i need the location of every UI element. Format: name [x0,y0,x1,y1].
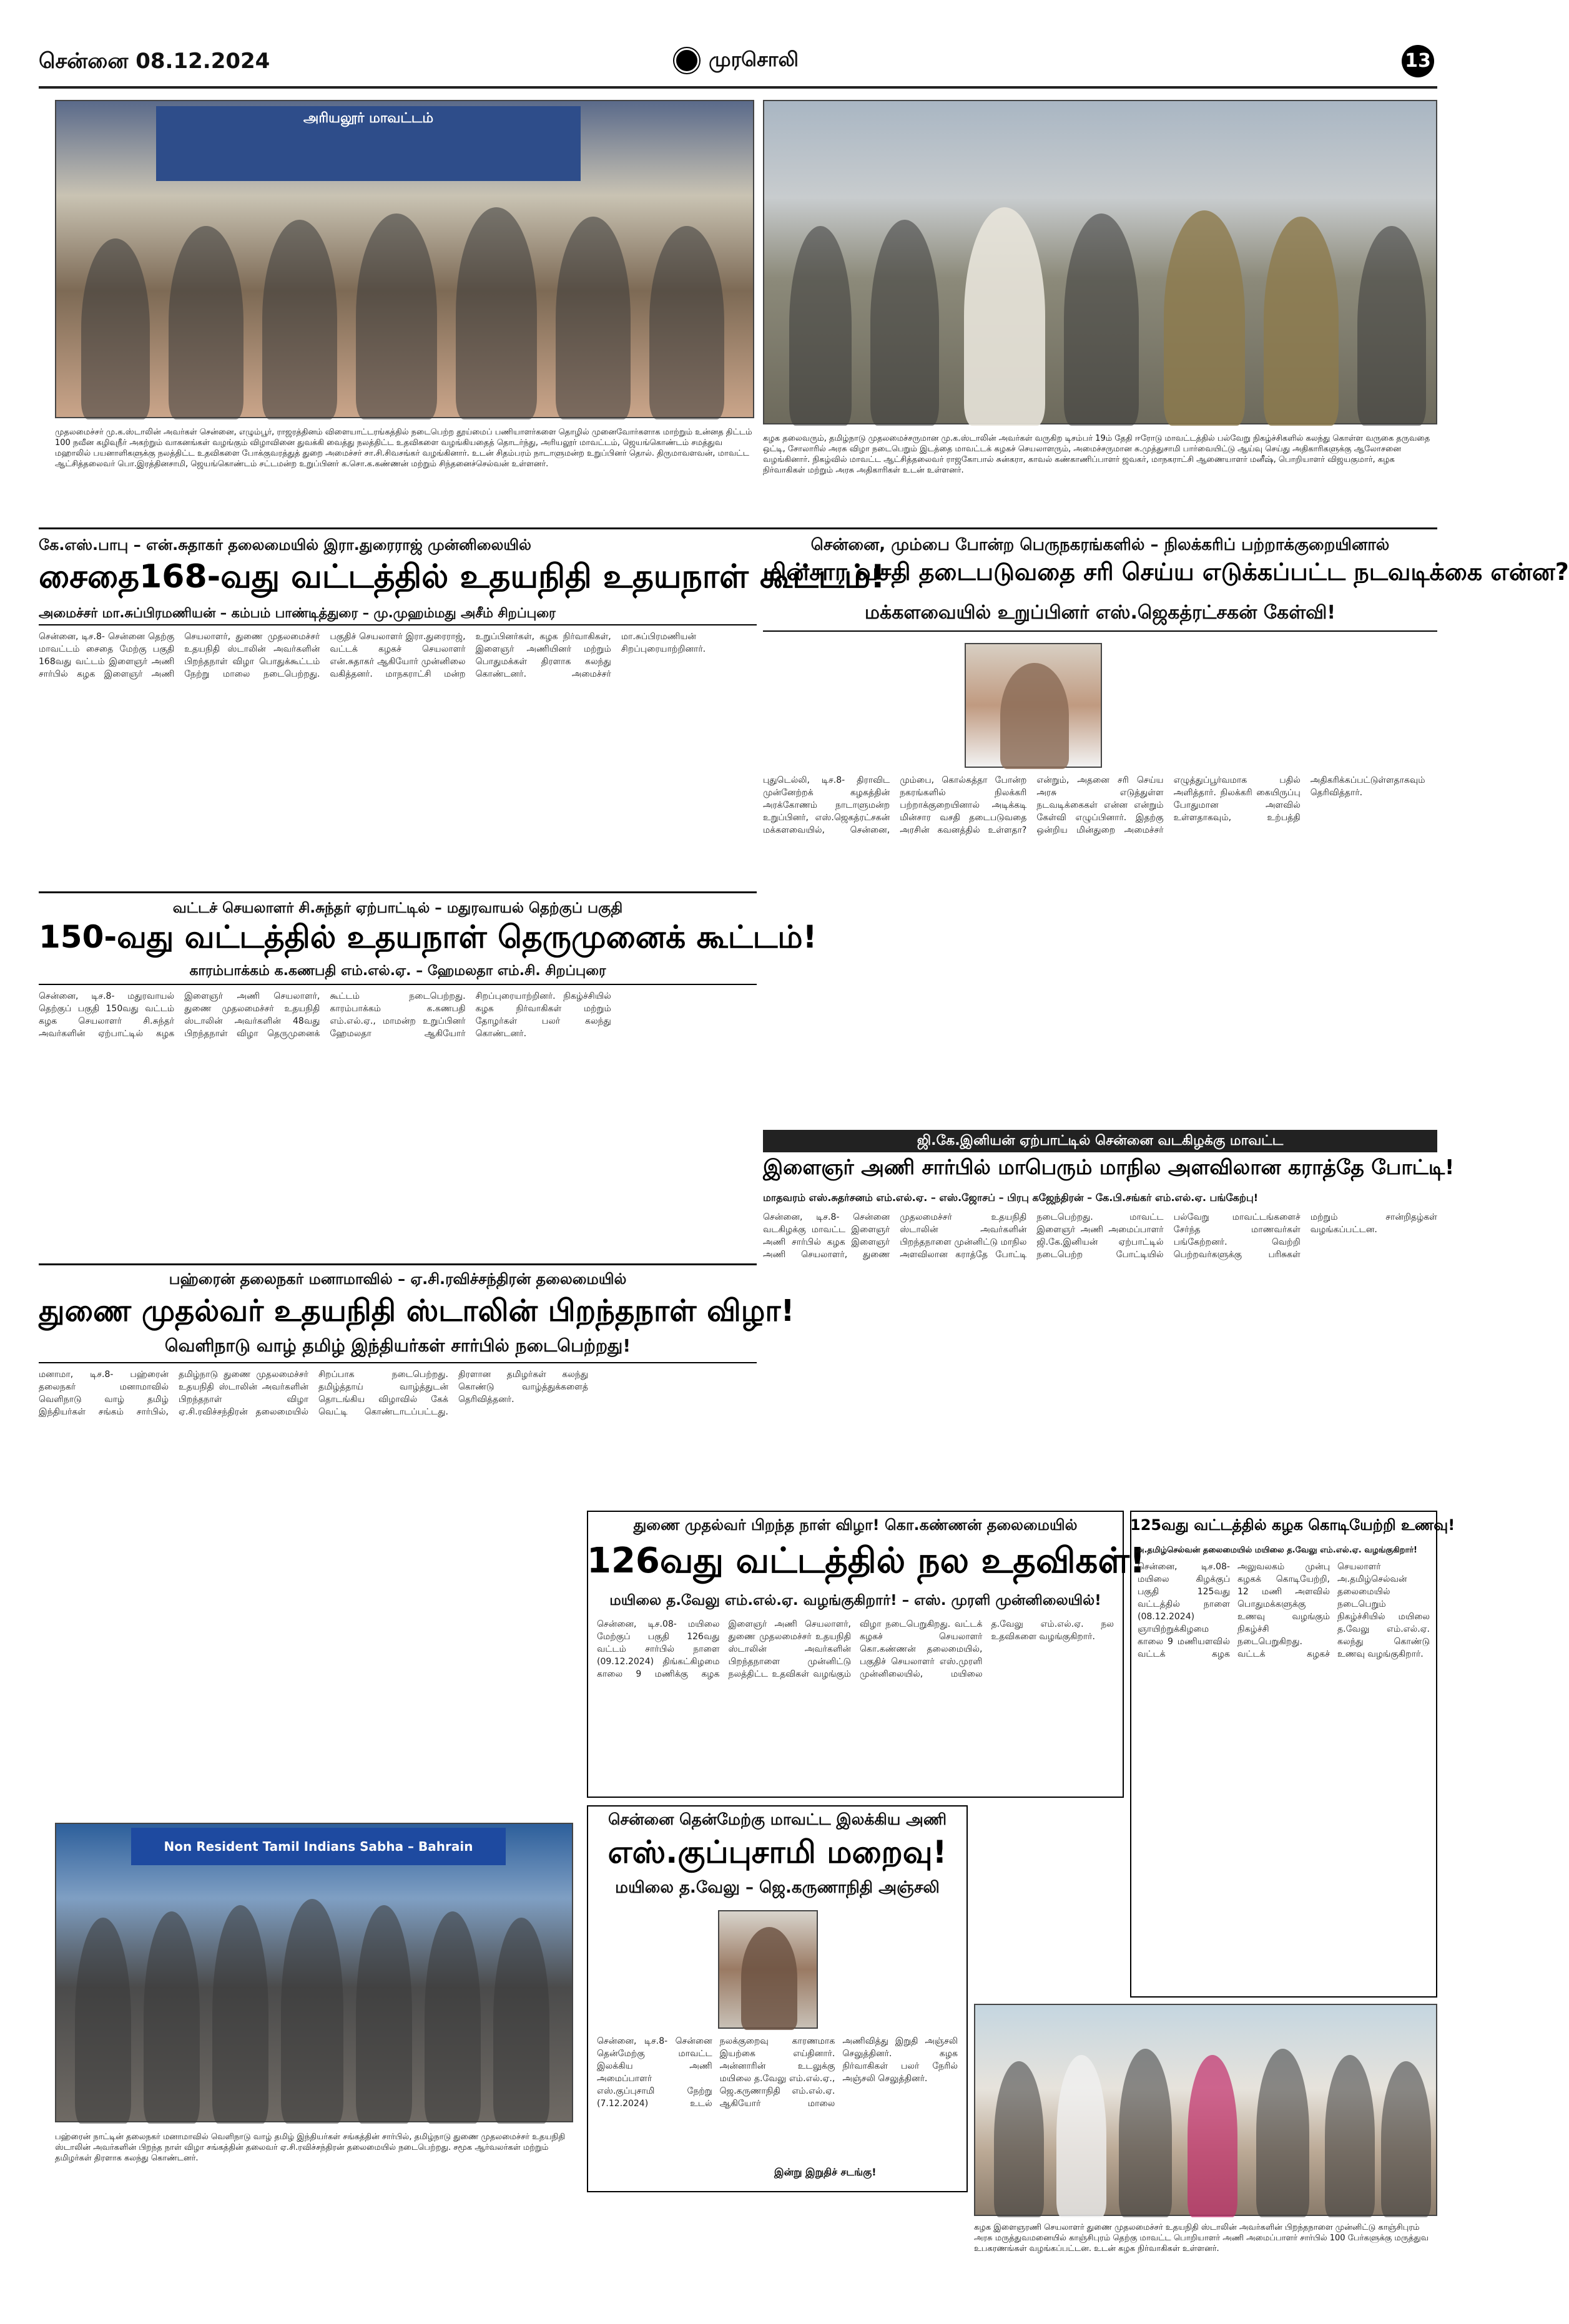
story2-kicker: வட்டச் செயலாளர் சி.சுந்தர் ஏற்பாட்டில் – மதுரவாயல் தெற்குப் பகுதி [172,900,623,916]
story6-body: சென்னை, டிச.08- மயிலை மேற்குப் பகுதி 126வது வட்டம் சார்பில் நாளை (09.12.2024) திங்கட்கிழமை காலை 9 மணிக்கு கழக இளைஞர் அணி செயலாளர், துணை முதலமைச்சர் உதயநிதி ஸ்டாலின் அவர்களின் பிறந்தநாளை முன்னிட்டு நலத்திட்ட உதவிகள் வழங்கும் விழா நடைபெறுகிறது. வட்டக் கழகச் செயலாளர் கொ.கண்ணன் தலைமையில், பகுதிச் செயலாளர் எஸ்.முரளி முன்னிலையில், மயிலை த.வேலு எம்.எல்.ஏ. நல உதவிகளை வழங்குகிறார். [597,1619,1114,1679]
bahrain-banner [131,1828,506,1865]
story5-headline: இளைஞர் அணி சார்பில் மாபெரும் மாநில அளவிலான கராத்தே போட்டி! [763,1155,1455,1179]
paper-name: முரசொலி [709,47,799,71]
bahrain-banner-text: Non Resident Tamil Indians Sabha – Bahrain [164,1839,473,1854]
story7-note: இன்று இறுதிச் சடங்கு! [774,2166,877,2178]
photo-jagathrakshakan [965,643,1102,768]
story3-sub: வெளிநாடு வாழ் தமிழ் இந்தியர்கள் சார்பில் நடைபெற்றது! [164,1335,631,1356]
story5-kicker: ஜி.கே.இனியன் ஏற்பாட்டில் சென்னை வடகிழக்கு மாவட்ட [917,1133,1284,1149]
divider [39,984,757,985]
story3-kicker: பஹ்ரைன் தலைநகர் மனாமாவில் – ஏ.சி.ரவிச்சந்திரன் தலைமையில் [169,1270,627,1288]
story7-headline: எஸ்.குப்புசாமி மறைவு! [607,1834,947,1870]
story1-kicker: கே.எஸ்.பாபு – என்.சுதாகர் தலைமையில் இரா.துரைராஜ் முன்னிலையில் [39,536,531,554]
story4-sub: மக்களவையில் உறுப்பினர் எஸ்.ஜெகத்ரட்சகன் கேள்வி! [864,602,1336,624]
masthead-rule [39,86,1437,89]
photo-kuppusamy [718,1910,818,2029]
photo1-caption: முதலமைச்சர் மு.க.ஸ்டாலின் அவர்கள் சென்னை, எழும்பூர், ராஜரத்தினம் விளையாட்டரங்கத்தில் நடைபெற்ற தூய்மைப் பணியாளர்களை தொழில் முனைவோர்களாக மாற்றும் உன்னத திட்டம் 100 நவீன கழிவுநீர் அகற்றும் வாகனங்கள் வழங்கும் விழாவினை துவக்கி வைத்து நலத்திட்ட உதவிகளை வழங்கியதைத் தொடர்ந்து, அரியலூர் மாவட்டம், ஜெயங்கொண்டம் சமத்துவ மஹாலில் பயனாளிகளுக்கு நலத்திட்ட உதவிகளை போக்குவரத்துத் துறை அமைச்சர் சா.சி.சிவசங்கர் வழங்கினார். உடன் சிதம்பரம் நாடாளுமன்ற உறுப்பினர் தொல். திருமாவளவன், மாவட்ட ஆட்சித்தலைவர் பொ.இரத்தினசாமி, ஜெயங்கொண்டம் சட்டமன்ற உறுப்பினர் க.சொ.க.கண்ணன் மற்றும் சிந்தனைச்செல்வன் உள்ளனர். [55,428,752,469]
story2-body: சென்னை, டிச.8- மதுரவாயல் தெற்குப் பகுதி 150வது வட்டம் கழக செயலாளர் சி.சுந்தர் அவர்களின் ஏற்பாட்டில் கழக இளைஞர் அணி செயலாளர், துணை முதலமைச்சர் உதயநிதி ஸ்டாலின் அவர்களின் 48வது பிறந்தநாள் விழா தெருமுனைக் கூட்டம் நடைபெற்றது. காரம்பாக்கம் க.கணபதி எம்.எல்.ஏ., மாமன்ற உறுப்பினர் ஹேமலதா ஆகியோர் சிறப்புரையாற்றினர். நிகழ்ச்சியில் கழக நிர்வாகிகள் மற்றும் தோழர்கள் பலர் கலந்து கொண்டனர். [39,991,611,1039]
story8-headline: 125வது வட்டத்தில் கழக கொடியேற்றி உணவு! [1130,1516,1455,1534]
masthead-date: சென்னை 08.12.2024 [39,49,270,74]
story1-body: சென்னை, டிச.8- சென்னை தெற்கு மாவட்டம் சைதை மேற்கு பகுதி 168வது வட்டம் இளைஞர் அணி சார்பில் கழக இளைஞர் அணி செயலாளர், துணை முதலமைச்சர் உதயநிதி ஸ்டாலின் அவர்களின் பிறந்தநாள் விழா பொதுக்கூட்டம் நேற்று மாலை நடைபெற்றது. பகுதிச் செயலாளர் இரா.துரைராஜ், வட்டக் கழகச் செயலாளர் என்.சுதாகர் ஆகியோர் முன்னிலை வகித்தனர். மாநகராட்சி மன்ற உறுப்பினர்கள், கழக நிர்வாகிகள், இளைஞர் அணியினர் மற்றும் பொதுமக்கள் திரளாக கலந்து கொண்டனர். அமைச்சர் மா.சுப்பிரமணியன் சிறப்புரையாற்றினார். [39,632,706,679]
story4-body: புதுடெல்லி, டிச.8- திராவிட முன்னேற்றக் கழகத்தின் அரக்கோணம் நாடாளுமன்ற உறுப்பினர், எஸ்.ஜெகத்ரட்சகன் மக்களவையில், சென்னை, மும்பை, கொல்கத்தா போன்ற நகரங்களில் நிலக்கரி பற்றாக்குறையினால் அடிக்கடி மின்சார வசதி தடைபடுவதை அரசின் கவனத்தில் உள்ளதா? என்றும், அதனை சரி செய்ய அரசு எடுத்துள்ள நடவடிக்கைகள் என்ன என்றும் கேள்வி எழுப்பினார். இதற்கு ஒன்றிய மின்துறை அமைச்சர் எழுத்துப்பூர்வமாக பதில் அளித்தார். நிலக்கரி கையிருப்பு போதுமான அளவில் உள்ளதாகவும், உற்பத்தி அதிகரிக்கப்பட்டுள்ளதாகவும் தெரிவித்தார். [763,775,1425,835]
divider [39,527,1437,529]
divider [39,891,757,893]
event-banner [156,106,581,181]
story3-headline: துணை முதல்வர் உதயநிதி ஸ்டாலின் பிறந்தநாள் விழா! [39,1293,795,1328]
story2-sub: காரம்பாக்கம் க.கணபதி எம்.எல்.ஏ. – ஹேமலதா எம்.சி. சிறப்புரை [189,963,606,979]
photo-bahrain-event [55,1823,573,2122]
story7-sub: மயிலை த.வேலு – ஜெ.கருணாநிதி அஞ்சலி [615,1878,940,1897]
page-number-text: 13 [1405,50,1431,72]
story1-headline: சைதை168-வது வட்டத்தில் உதயநிதி உதயநாள் கூட்டம்! [39,558,885,596]
masthead-logo [674,47,874,72]
story7-body: சென்னை, டிச.8- சென்னை தென்மேற்கு மாவட்ட இலக்கிய அணி அமைப்பாளர் எஸ்.குப்புசாமி நேற்று (7.12.2024) உடல் நலக்குறைவு காரணமாக இயற்கை எய்தினார். அன்னாரின் உடலுக்கு மயிலை த.வேலு எம்.எல்.ஏ., ஜெ.கருணாநிதி எம்.எல்.ஏ. ஆகியோர் மாலை அணிவித்து இறுதி அஞ்சலி செலுத்தினர். கழக நிர்வாகிகள் பலர் நேரில் அஞ்சலி செலுத்தினர். [597,2036,958,2109]
story8-sub: அ.தமிழ்செல்வன் தலைமையில் மயிலை த.வேலு எம்.எல்.ஏ. வழங்குகிறார்! [1135,1546,1417,1555]
photo2-caption: கழக தலைவரும், தமிழ்நாடு முதலமைச்சருமான மு.க.ஸ்டாலின் அவர்கள் வருகிற டிசம்பர் 19ம் தேதி ஈரோடு மாவட்டத்தில் பல்வேறு நிகழ்ச்சிகளில் கலந்து கொள்ள வருகை தருவதை ஒட்டி, சோலாரில் அரசு விழா நடைபெறும் இடத்தை மாவட்டக் கழகச் செயலாளரும், அமைச்சருமான சு.முத்துசாமி பார்வையிட்டு ஆய்வு செய்து அதிகாரிகளுக்கு ஆலோசனை வழங்கினார். நிகழ்வில் மாவட்ட ஆட்சித்தலைவர் ராஜகோபால் சுன்கரா, காவல் கண்காணிப்பாளர் ஜவகர், மாநகராட்சி ஆணையாளர் மனீஷ், பொறியாளர் விஜயகுமார், கழக நிர்வாகிகள் மற்றும் அரசு அதிகாரிகள் உடன் உள்ளனர். [763,434,1430,475]
story1-sub: அமைச்சர் மா.சுப்பிரமணியன் – கம்பம் பாண்டித்துரை – மு.முஹம்மது அசீம் சிறப்புரை [39,606,556,620]
story4-kicker: சென்னை, மும்பை போன்ற பெருநகரங்களில் – நிலக்கரிப் பற்றாக்குறையினால் [810,536,1390,554]
story6-kicker: துணை முதல்வர் பிறந்த நாள் விழா! கொ.கண்ணன் தலைமையில் [633,1516,1078,1534]
photo-erode-inspection [763,100,1437,424]
photo3-caption: பஹ்ரைன் நாட்டின் தலைநகர் மனாமாவில் வெளிநாடு வாழ் தமிழ் இந்தியர்கள் சங்கத்தின் சார்பில், தமிழ்நாடு துணை முதலமைச்சர் உதயநிதி ஸ்டாலின் அவர்களின் பிறந்த நாள் விழா சங்கத்தின் தலைவர் ஏ.சி.ரவிச்சந்திரன் தலைமையில் நடைபெற்றது. சமூக ஆர்வலர்கள் மற்றும் தமிழர்கள் திரளாக கலந்து கொண்டனர். [55,2132,566,2163]
masthead [0,0,1507,74]
page-number [1402,45,1434,77]
story5-sub: மாதவரம் எஸ்.சுதர்சனம் எம்.எல்.ஏ. – எஸ்.ஜோசப் – பிரபு கஜேந்திரன் – கே.பி.சங்கர் எம்.எல்.ஏ. பங்கேற்பு! [763,1192,1259,1204]
divider [763,630,1437,632]
story2-headline: 150-வது வட்டத்தில் உதயநாள் தெருமுனைக் கூட்டம்! [39,919,817,955]
story5-body: சென்னை, டிச.8- சென்னை வடகிழக்கு மாவட்ட இளைஞர் அணி சார்பில் கழக இளைஞர் அணி செயலாளர், துணை முதலமைச்சர் உதயநிதி ஸ்டாலின் அவர்களின் பிறந்தநாளை முன்னிட்டு மாநில அளவிலான கராத்தே போட்டி நடைபெற்றது. மாவட்ட இளைஞர் அணி அமைப்பாளர் ஜி.கே.இனியன் ஏற்பாட்டில் நடைபெற்ற போட்டியில் பல்வேறு மாவட்டங்களைச் சேர்ந்த மாணவர்கள் பங்கேற்றனர். வெற்றி பெற்றவர்களுக்கு பரிசுகள் மற்றும் சான்றிதழ்கள் வழங்கப்பட்டன. [763,1212,1437,1260]
story8-body: சென்னை, டிச.08- மயிலை கிழக்குப் பகுதி 125வது வட்டத்தில் நாளை (08.12.2024) ஞாயிற்றுக்கிழமை காலை 9 மணியளவில் வட்டக் கழக அலுவலகம் முன்பு கழகக் கொடியேற்றி, 12 மணி அளவில் பொதுமக்களுக்கு உணவு வழங்கும் நிகழ்ச்சி நடைபெறுகிறது. வட்டக் கழகச் செயலாளர் அ.தமிழ்செல்வன் தலைமையில் நடைபெறும் நிகழ்ச்சியில் மயிலை த.வேலு எம்.எல்.ஏ. கலந்து கொண்டு உணவு வழங்குகிறார். [1138,1562,1430,1659]
story4-headline: மின்சார வசதி தடைபடுவதை சரி செய்ய எடுக்கப்பட்ட நடவடிக்கை என்ன? [763,558,1569,586]
photo-ariyalur-event [55,100,754,418]
story6-headline: 126வது வட்டத்தில் நல உதவிகள்! [587,1541,1146,1581]
divider [39,1362,757,1363]
divider [39,1263,757,1265]
story6-sub: மயிலை த.வேலு எம்.எல்.ஏ. வழங்குகிறார்! – எஸ். முரளி முன்னிலையில்! [609,1592,1101,1609]
sun-emblem-icon [674,48,699,73]
banner-text: அரியலூர் மாவட்டம் [303,110,434,126]
photo4-caption: கழக இளைஞரணி செயலாளர் துணை முதலமைச்சர் உதயநிதி ஸ்டாலின் அவர்களின் பிறந்தநாளை முன்னிட்டு காஞ்சிபுரம் அரசு மருத்துவமனையில் காஞ்சிபுரம் தெற்கு மாவட்ட பொறியாளர் அணி அமைப்பாளர் சார்பில் 100 பேர்களுக்கு மருத்துவ உபகரணங்கள் வழங்கப்பட்டன. உடன் கழக நிர்வாகிகள் உள்ளனர். [974,2223,1429,2253]
story3-body: மனாமா, டிச.8- பஹ்ரைன் தலைநகர் மனாமாவில் வெளிநாடு வாழ் தமிழ் இந்தியர்கள் சங்கம் சார்பில், தமிழ்நாடு துணை முதலமைச்சர் உதயநிதி ஸ்டாலின் அவர்களின் பிறந்தநாள் விழா ஏ.சி.ரவிச்சந்திரன் தலைமையில் சிறப்பாக நடைபெற்றது. தமிழ்த்தாய் வாழ்த்துடன் தொடங்கிய விழாவில் கேக் வெட்டி கொண்டாடப்பட்டது. திரளான தமிழர்கள் கலந்து கொண்டு வாழ்த்துக்களைத் தெரிவித்தனர். [39,1370,588,1417]
photo-kanchipuram-hospital [974,2004,1437,2216]
divider [39,624,757,625]
story7-kicker: சென்னை தென்மேற்கு மாவட்ட இலக்கிய அணி [607,1810,947,1828]
